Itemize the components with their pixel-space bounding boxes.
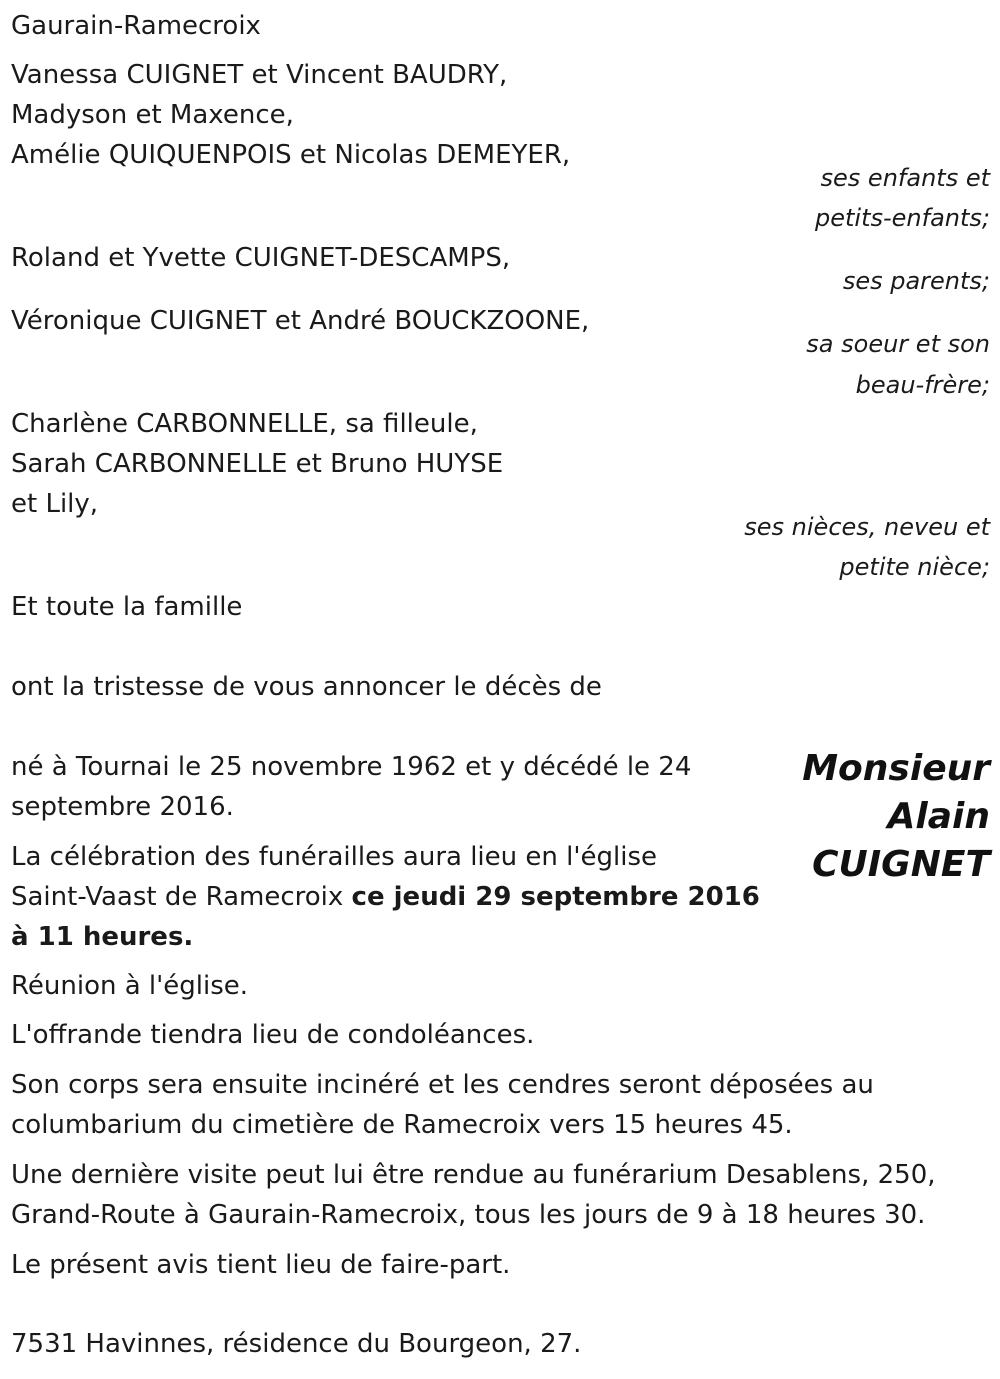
deceased-last-name: CUIGNET bbox=[812, 844, 990, 885]
sister-relation-1: sa soeur et son bbox=[806, 330, 990, 358]
visit-line-1: Une dernière visite peut lui être rendue au funérarium Desablens, 250, bbox=[11, 1160, 936, 1190]
nieces-line-1: Charlène CARBONNELLE, sa filleule, bbox=[11, 409, 478, 439]
address-line: 7531 Havinnes, résidence du Bourgeon, 27. bbox=[11, 1329, 582, 1359]
children-line-1: Vanessa CUIGNET et Vincent BAUDRY, bbox=[11, 60, 508, 90]
nieces-line-3: et Lily, bbox=[11, 489, 99, 519]
visit-line-2: Grand-Route à Gaurain-Ramecroix, tous les jours de 9 à 18 heures 30. bbox=[11, 1200, 926, 1230]
deceased-name-block bbox=[802, 745, 990, 889]
deceased-first-name: Alain bbox=[887, 796, 990, 837]
location-heading: Gaurain-Ramecroix bbox=[11, 11, 261, 41]
parents-line: Roland et Yvette CUIGNET-DESCAMPS, bbox=[11, 243, 511, 273]
parents-relation: ses parents; bbox=[842, 267, 990, 295]
nieces-relation-2: petite nièce; bbox=[839, 553, 990, 581]
reunion-line: Réunion à l'église. bbox=[11, 971, 249, 1001]
sister-line: Véronique CUIGNET et André BOUCKZOONE, bbox=[11, 306, 590, 336]
nieces-line-2: Sarah CARBONNELLE et Bruno HUYSE bbox=[11, 449, 504, 479]
family-line: Et toute la famille bbox=[11, 592, 243, 622]
funeral-church: Saint-Vaast de Ramecroix bbox=[11, 882, 352, 912]
children-relation-1: ses enfants et bbox=[820, 164, 990, 192]
children-line-2: Madyson et Maxence, bbox=[11, 100, 294, 130]
funeral-line-1: La célébration des funérailles aura lieu en l'église bbox=[11, 842, 657, 872]
funeral-line-2 bbox=[11, 877, 760, 917]
announcement-line: ont la tristesse de vous annoncer le décès de bbox=[11, 672, 602, 702]
birth-death-line-2: septembre 2016. bbox=[11, 792, 234, 822]
cremation-line-1: Son corps sera ensuite incinéré et les cendres seront déposées au bbox=[11, 1070, 874, 1100]
deceased-title: Monsieur bbox=[802, 748, 990, 789]
sister-relation-2: beau-frère; bbox=[855, 371, 990, 399]
funeral-time: à 11 heures. bbox=[11, 922, 194, 952]
cremation-line-2: columbarium du cimetière de Ramecroix vers 15 heures 45. bbox=[11, 1110, 793, 1140]
funeral-line-3 bbox=[11, 917, 193, 957]
nieces-relation-1: ses nièces, neveu et bbox=[744, 513, 990, 541]
offering-line: L'offrande tiendra lieu de condoléances. bbox=[11, 1020, 535, 1050]
notice-line: Le présent avis tient lieu de faire-part. bbox=[11, 1250, 511, 1280]
funeral-date: ce jeudi 29 septembre 2016 bbox=[351, 882, 760, 912]
children-line-3: Amélie QUIQUENPOIS et Nicolas DEMEYER, bbox=[11, 140, 571, 170]
children-relation-2: petits-enfants; bbox=[815, 204, 990, 232]
birth-death-line-1: né à Tournai le 25 novembre 1962 et y décédé le 24 bbox=[11, 752, 692, 782]
